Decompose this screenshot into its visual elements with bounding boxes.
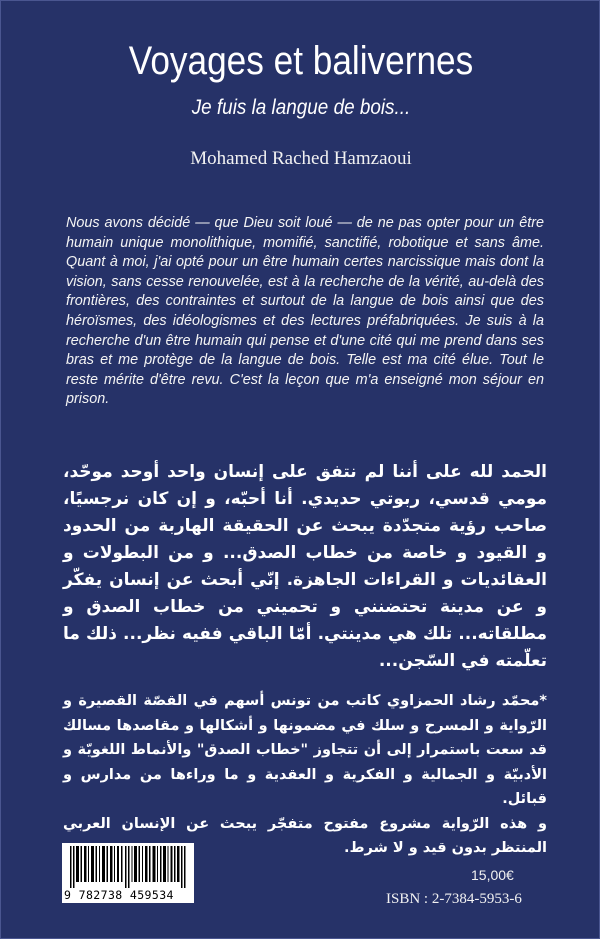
blurb-arabic <box>63 459 547 675</box>
barcode-digits: 9 782738 459534 <box>64 888 174 902</box>
author-bio-arabic <box>63 689 547 861</box>
book-title: Voyages et balivernes <box>128 39 474 83</box>
author-bio-paragraph-1: *محمّد رشاد الحمزاوي كاتب من تونس أسهم في القصّة القصيرة و الرّواية و المسرح و سلك في مضمونها و أشكالها و مقاصدها مسالك قد سعت باستمرار إلى أن تتجاوز "خطاب الصدق" والأنماط اللغويّة و الأدبيّة و الجمالية و الفكرية و العقدية و ما وراءها من مدارس و قبائل. <box>63 693 547 807</box>
book-subtitle: Je fuis la langue de bois... <box>191 96 411 119</box>
barcode <box>62 843 194 903</box>
barcode-bars-icon <box>70 846 186 888</box>
blurb-french: Nous avons décidé — que Dieu soit loué — de ne pas opter pour un être humain unique monolithique, momifié, sanctifié, robotique et sans âme. Quant à moi, j'ai opté pour un être humain certes narcissique mais dont la vision, sans cesse renouvelée, est à la recherche de la vérité, au-delà des frontières, des contraintes et surtout de la langue de bois ainsi que des héroïsmes, des idéologismes et des lectures préfabriquées. Je suis à la recherche d'un être humain qui pense et d'une cité qui me prend dans ses bras et me protège de la langue de bois. Telle est ma cité élue. Tout le reste mérite d'être revu. C'est la leçon que m'a enseigné mon séjour en prison. <box>66 215 544 408</box>
author-bio-paragraph-2: و هذه الرّواية مشروع مفتوح متفجّر يبحث عن الإنسان العربي المنتظر بدون قيد و لا شرط. <box>63 815 547 856</box>
price: 15,00€ <box>471 867 514 883</box>
isbn: ISBN : 2-7384-5953-6 <box>386 891 522 907</box>
blurb-arabic-text: الحمد لله على أننا لم نتفق على إنسان واحد أوحد موحّد، مومي قدسي، ربوتي حديدي. أنا أحبّه، و إن كان نرجسيًا، صاحب رؤية متجدّدة يبحث عن الحقيقة الهاربة من الحدود و القيود و خاصة من خطاب الصدق... و من البطولات و العقائديات و القراءات الجاهزة. إنّي أبحث عن إنسان يفكّر و عن مدينة تحتضنني و تحميني من خطاب الصدق و مطلقاته... تلك هي مدينتي. أمّا الباقي ففيه نظر... ذلك ما تعلّمته في السّجن... <box>63 462 547 671</box>
author-name: Mohamed Rached Hamzaoui <box>190 148 412 169</box>
